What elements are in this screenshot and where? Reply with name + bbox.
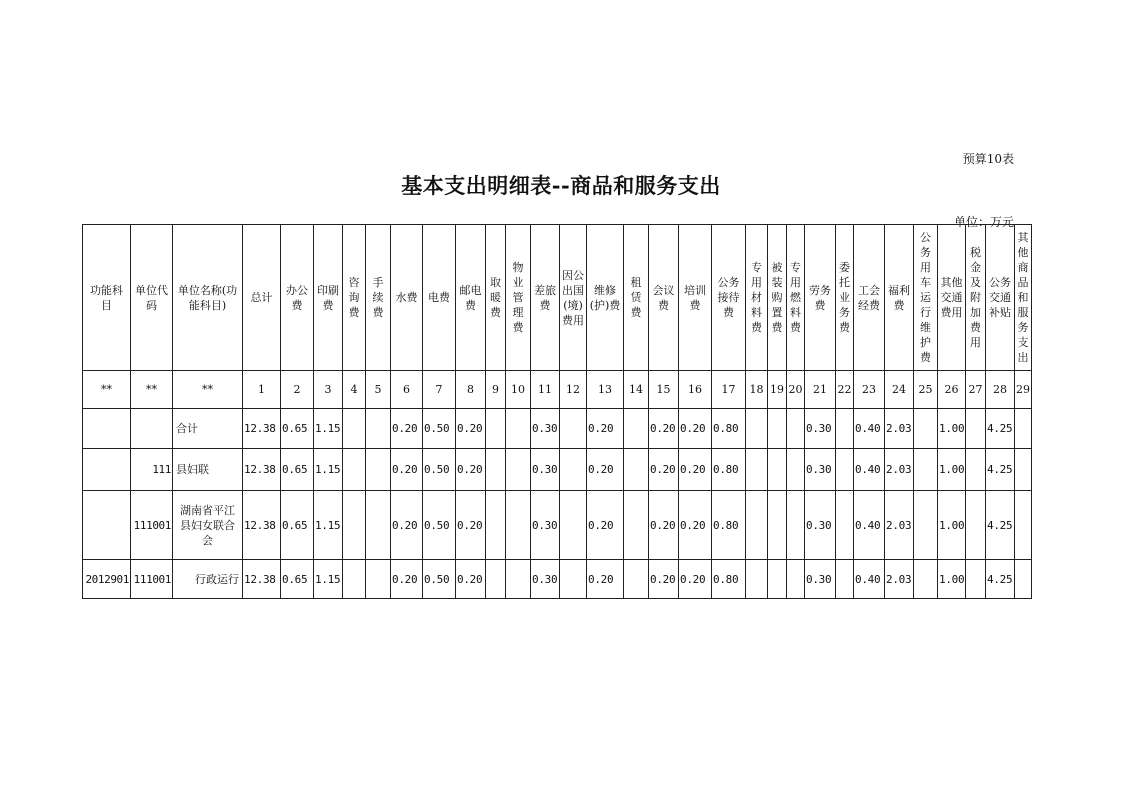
cell-electricity: 0.50 <box>423 409 456 449</box>
cell-func-subject <box>83 491 131 560</box>
column-index-vehicle-maintenance: 25 <box>914 371 938 409</box>
cell-transport-subsidy: 4.25 <box>986 409 1015 449</box>
cell-other-transport: 1.00 <box>938 409 966 449</box>
cell-unit-code <box>131 409 173 449</box>
cell-printing: 1.15 <box>314 491 343 560</box>
cell-meeting: 0.20 <box>649 449 679 491</box>
cell-union: 0.40 <box>854 449 885 491</box>
cell-travel: 0.30 <box>531 491 560 560</box>
cell-reception: 0.80 <box>712 449 746 491</box>
cell-vehicle-maintenance <box>914 560 938 599</box>
cell-unit-code: 111001 <box>131 560 173 599</box>
column-index-office: 2 <box>281 371 314 409</box>
column-index-commissioned: 22 <box>836 371 854 409</box>
cell-labor: 0.30 <box>805 449 836 491</box>
header-func-subject: 功能科目 <box>83 225 131 371</box>
cell-training: 0.20 <box>679 560 712 599</box>
cell-post-telecom: 0.20 <box>456 560 486 599</box>
cell-office: 0.65 <box>281 491 314 560</box>
cell-labor: 0.30 <box>805 560 836 599</box>
cell-maintenance: 0.20 <box>587 491 624 560</box>
column-index-handling: 5 <box>366 371 391 409</box>
cell-unit-code: 111 <box>131 449 173 491</box>
column-index-union: 23 <box>854 371 885 409</box>
column-index-tax-surcharge: 27 <box>966 371 986 409</box>
cell-unit-name: 行政运行 <box>173 560 243 599</box>
cell-office: 0.65 <box>281 449 314 491</box>
cell-special-material <box>746 409 768 449</box>
column-index-reception: 17 <box>712 371 746 409</box>
header-other-goods-services: 其他商品和服务支出 <box>1015 225 1032 371</box>
cell-other-goods-services <box>1015 449 1032 491</box>
cell-reception: 0.80 <box>712 491 746 560</box>
cell-special-material <box>746 491 768 560</box>
column-index-total: 1 <box>243 371 281 409</box>
cell-other-transport: 1.00 <box>938 560 966 599</box>
cell-welfare: 2.03 <box>885 560 914 599</box>
cell-tax-surcharge <box>966 491 986 560</box>
cell-maintenance: 0.20 <box>587 449 624 491</box>
header-property-mgmt: 物业管理费 <box>506 225 531 371</box>
header-consulting: 咨询费 <box>343 225 366 371</box>
header-labor: 劳务费 <box>805 225 836 371</box>
header-total: 总计 <box>243 225 281 371</box>
cell-vehicle-maintenance <box>914 409 938 449</box>
column-index-other-transport: 26 <box>938 371 966 409</box>
cell-tax-surcharge <box>966 409 986 449</box>
cell-heating <box>486 560 506 599</box>
header-unit-name: 单位名称(功能科目) <box>173 225 243 371</box>
cell-heating <box>486 449 506 491</box>
cell-meeting: 0.20 <box>649 409 679 449</box>
column-index-other-goods-services: 29 <box>1015 371 1032 409</box>
cell-printing: 1.15 <box>314 409 343 449</box>
cell-property-mgmt <box>506 409 531 449</box>
cell-handling <box>366 409 391 449</box>
expenditure-table <box>82 224 1032 599</box>
cell-maintenance: 0.20 <box>587 409 624 449</box>
cell-consulting <box>343 449 366 491</box>
cell-labor: 0.30 <box>805 409 836 449</box>
cell-water: 0.20 <box>391 409 423 449</box>
column-index-maintenance: 13 <box>587 371 624 409</box>
table-row-subject-row <box>83 560 1032 599</box>
cell-heating <box>486 491 506 560</box>
cell-travel: 0.30 <box>531 560 560 599</box>
cell-union: 0.40 <box>854 560 885 599</box>
cell-handling <box>366 491 391 560</box>
cell-vehicle-maintenance <box>914 491 938 560</box>
cell-travel: 0.30 <box>531 449 560 491</box>
cell-handling <box>366 560 391 599</box>
header-special-material: 专用材料费 <box>746 225 768 371</box>
column-index-unit-name: ** <box>173 371 243 409</box>
column-index-travel: 11 <box>531 371 560 409</box>
cell-commissioned <box>836 409 854 449</box>
header-uniform: 被装购置费 <box>768 225 787 371</box>
cell-post-telecom: 0.20 <box>456 491 486 560</box>
header-post-telecom: 邮电费 <box>456 225 486 371</box>
cell-meeting: 0.20 <box>649 491 679 560</box>
cell-property-mgmt <box>506 560 531 599</box>
cell-transport-subsidy: 4.25 <box>986 491 1015 560</box>
cell-printing: 1.15 <box>314 449 343 491</box>
cell-electricity: 0.50 <box>423 491 456 560</box>
column-index-electricity: 7 <box>423 371 456 409</box>
cell-union: 0.40 <box>854 491 885 560</box>
header-water: 水费 <box>391 225 423 371</box>
column-index-func-subject: ** <box>83 371 131 409</box>
column-index-transport-subsidy: 28 <box>986 371 1015 409</box>
cell-welfare: 2.03 <box>885 449 914 491</box>
header-reception: 公务接待费 <box>712 225 746 371</box>
header-vehicle-maintenance: 公务用车运行维护费 <box>914 225 938 371</box>
cell-total: 12.38 <box>243 449 281 491</box>
header-transport-subsidy: 公务交通补贴 <box>986 225 1015 371</box>
expenditure-table-container <box>82 224 1032 599</box>
column-index-consulting: 4 <box>343 371 366 409</box>
form-number: 预算10表 <box>962 152 1014 166</box>
cell-meeting: 0.20 <box>649 560 679 599</box>
cell-special-fuel <box>787 449 805 491</box>
column-index-rental: 14 <box>624 371 649 409</box>
header-welfare: 福利费 <box>885 225 914 371</box>
column-index-printing: 3 <box>314 371 343 409</box>
header-travel: 差旅费 <box>531 225 560 371</box>
cell-reception: 0.80 <box>712 409 746 449</box>
cell-uniform <box>768 449 787 491</box>
cell-rental <box>624 409 649 449</box>
column-index-unit-code: ** <box>131 371 173 409</box>
cell-travel: 0.30 <box>531 409 560 449</box>
cell-consulting <box>343 560 366 599</box>
cell-consulting <box>343 409 366 449</box>
column-index-training: 16 <box>679 371 712 409</box>
cell-tax-surcharge <box>966 449 986 491</box>
cell-other-transport: 1.00 <box>938 491 966 560</box>
cell-special-material <box>746 560 768 599</box>
table-row-total-row <box>83 409 1032 449</box>
cell-transport-subsidy: 4.25 <box>986 560 1015 599</box>
cell-unit-code: 111001 <box>131 491 173 560</box>
cell-unit-name: 县妇联 <box>173 449 243 491</box>
cell-transport-subsidy: 4.25 <box>986 449 1015 491</box>
header-maintenance: 维修(护)费 <box>587 225 624 371</box>
column-index-water: 6 <box>391 371 423 409</box>
cell-reception: 0.80 <box>712 560 746 599</box>
header-heating: 取暖费 <box>486 225 506 371</box>
header-rental: 租赁费 <box>624 225 649 371</box>
cell-commissioned <box>836 491 854 560</box>
cell-unit-name: 合计 <box>173 409 243 449</box>
cell-training: 0.20 <box>679 409 712 449</box>
header-special-fuel: 专用燃料费 <box>787 225 805 371</box>
cell-uniform <box>768 491 787 560</box>
cell-uniform <box>768 560 787 599</box>
header-tax-surcharge: 税金及附加费用 <box>966 225 986 371</box>
header-office: 办公费 <box>281 225 314 371</box>
cell-vehicle-maintenance <box>914 449 938 491</box>
table-row-agency-row <box>83 449 1032 491</box>
cell-commissioned <box>836 449 854 491</box>
header-other-transport: 其他交通费用 <box>938 225 966 371</box>
cell-post-telecom: 0.20 <box>456 409 486 449</box>
header-printing: 印刷费 <box>314 225 343 371</box>
column-index-overseas-travel: 12 <box>560 371 587 409</box>
cell-unit-name: 湖南省平江县妇女联合会 <box>173 491 243 560</box>
header-training: 培训费 <box>679 225 712 371</box>
cell-func-subject <box>83 409 131 449</box>
cell-water: 0.20 <box>391 560 423 599</box>
unit-label: 单位：万元 <box>953 215 1014 229</box>
cell-welfare: 2.03 <box>885 491 914 560</box>
column-index-special-material: 18 <box>746 371 768 409</box>
cell-training: 0.20 <box>679 449 712 491</box>
cell-union: 0.40 <box>854 409 885 449</box>
cell-office: 0.65 <box>281 560 314 599</box>
header-unit-code: 单位代码 <box>131 225 173 371</box>
cell-rental <box>624 560 649 599</box>
cell-overseas-travel <box>560 409 587 449</box>
cell-maintenance: 0.20 <box>587 560 624 599</box>
cell-water: 0.20 <box>391 449 423 491</box>
cell-heating <box>486 409 506 449</box>
cell-overseas-travel <box>560 491 587 560</box>
cell-other-goods-services <box>1015 560 1032 599</box>
cell-special-fuel <box>787 491 805 560</box>
header-commissioned: 委托业务费 <box>836 225 854 371</box>
cell-consulting <box>343 491 366 560</box>
column-index-row <box>83 371 1032 409</box>
cell-other-goods-services <box>1015 409 1032 449</box>
cell-commissioned <box>836 560 854 599</box>
header-electricity: 电费 <box>423 225 456 371</box>
cell-func-subject: 2012901 <box>83 560 131 599</box>
cell-tax-surcharge <box>966 560 986 599</box>
cell-training: 0.20 <box>679 491 712 560</box>
cell-water: 0.20 <box>391 491 423 560</box>
cell-electricity: 0.50 <box>423 449 456 491</box>
cell-labor: 0.30 <box>805 491 836 560</box>
document-title: 基本支出明细表--商品和服务支出 <box>401 173 721 198</box>
column-index-special-fuel: 20 <box>787 371 805 409</box>
cell-total: 12.38 <box>243 560 281 599</box>
column-index-heating: 9 <box>486 371 506 409</box>
cell-other-transport: 1.00 <box>938 449 966 491</box>
header-handling: 手续费 <box>366 225 391 371</box>
cell-rental <box>624 491 649 560</box>
cell-printing: 1.15 <box>314 560 343 599</box>
cell-post-telecom: 0.20 <box>456 449 486 491</box>
cell-office: 0.65 <box>281 409 314 449</box>
cell-total: 12.38 <box>243 491 281 560</box>
cell-uniform <box>768 409 787 449</box>
cell-handling <box>366 449 391 491</box>
header-row <box>83 225 1032 371</box>
cell-func-subject <box>83 449 131 491</box>
table-row-unit-row <box>83 491 1032 560</box>
cell-rental <box>624 449 649 491</box>
column-index-labor: 21 <box>805 371 836 409</box>
column-index-meeting: 15 <box>649 371 679 409</box>
header-meeting: 会议费 <box>649 225 679 371</box>
column-index-uniform: 19 <box>768 371 787 409</box>
cell-special-material <box>746 449 768 491</box>
cell-total: 12.38 <box>243 409 281 449</box>
cell-other-goods-services <box>1015 491 1032 560</box>
cell-welfare: 2.03 <box>885 409 914 449</box>
cell-electricity: 0.50 <box>423 560 456 599</box>
column-index-welfare: 24 <box>885 371 914 409</box>
cell-property-mgmt <box>506 449 531 491</box>
cell-overseas-travel <box>560 449 587 491</box>
cell-special-fuel <box>787 409 805 449</box>
header-overseas-travel: 因公出国(境)费用 <box>560 225 587 371</box>
header-union: 工会经费 <box>854 225 885 371</box>
column-index-post-telecom: 8 <box>456 371 486 409</box>
column-index-property-mgmt: 10 <box>506 371 531 409</box>
cell-overseas-travel <box>560 560 587 599</box>
cell-special-fuel <box>787 560 805 599</box>
cell-property-mgmt <box>506 491 531 560</box>
